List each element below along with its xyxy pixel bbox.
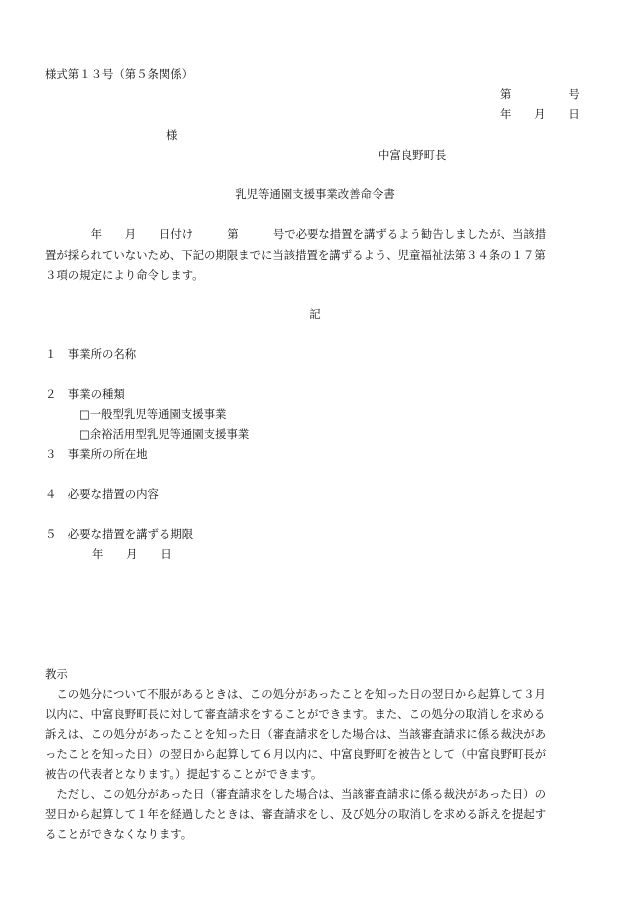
body-line: ３項の規定により命令します。 [45,268,204,282]
option-general-type: □一般型乳児等通園支援事業 [79,407,227,421]
addressee-suffix: 様 [166,128,178,142]
deadline-date: 年 月 日 [92,547,172,561]
item-facility-name: １ 事業所の名称 [45,347,137,361]
item-deadline: ５ 必要な措置を講ずる期限 [45,527,194,541]
item-facility-address: ３ 事業所の所在地 [45,447,148,461]
notice-line: この処分について不服があるときは、この処分があったことを知った日の翌日から起算して３月 [45,687,546,701]
notice-line: 被告の代表者となります。）提起することができます。 [45,767,323,781]
notice-line: ただし、この処分があった日（審査請求をした場合は、当該審査請求に係る裁決があった日）の [45,787,546,801]
document-number: 第 号 [500,87,580,101]
item-business-type: ２ 事業の種類 [45,387,125,401]
body-line: 置が採られていないため、下記の期限までに当該措置を講ずるよう、児童福祉法第３４条の１７第 [45,248,546,262]
notice-line: 翌日から起算して１年を経過したときは、審査請求をし、及び処分の取消しを求める訴えを提起す [45,807,547,821]
document-title: 乳児等通園支援事業改善命令書 [235,187,395,201]
ki-heading: 記 [309,307,321,321]
form-number: 様式第１３号（第５条関係） [45,67,194,81]
item-required-measures: ４ 必要な措置の内容 [45,487,159,501]
notice-line: 以内に、中富良野町長に対して審査請求をすることができます。また、この処分の取消しを求める [45,707,546,721]
issuer-name: 中富良野町長 [378,148,447,162]
body-line: 年 月 日付け 第 号で必要な措置を講ずるよう勧告しましたが、当該措 [45,227,547,241]
notice-line: ったことを知った日）の翌日から起算して６月以内に、中富良野町を被告として（中富良野町長が [45,747,547,761]
notice-heading: 教示 [45,667,68,681]
option-surplus-type: □余裕活用型乳児等通園支援事業 [79,427,250,441]
notice-line: 訴えは、この処分があったことを知った日（審査請求をした場合は、当該審査請求に係る裁決があ [45,727,547,741]
notice-line: ることができなくなります。 [45,827,193,841]
issue-date: 年 月 日 [500,107,580,121]
